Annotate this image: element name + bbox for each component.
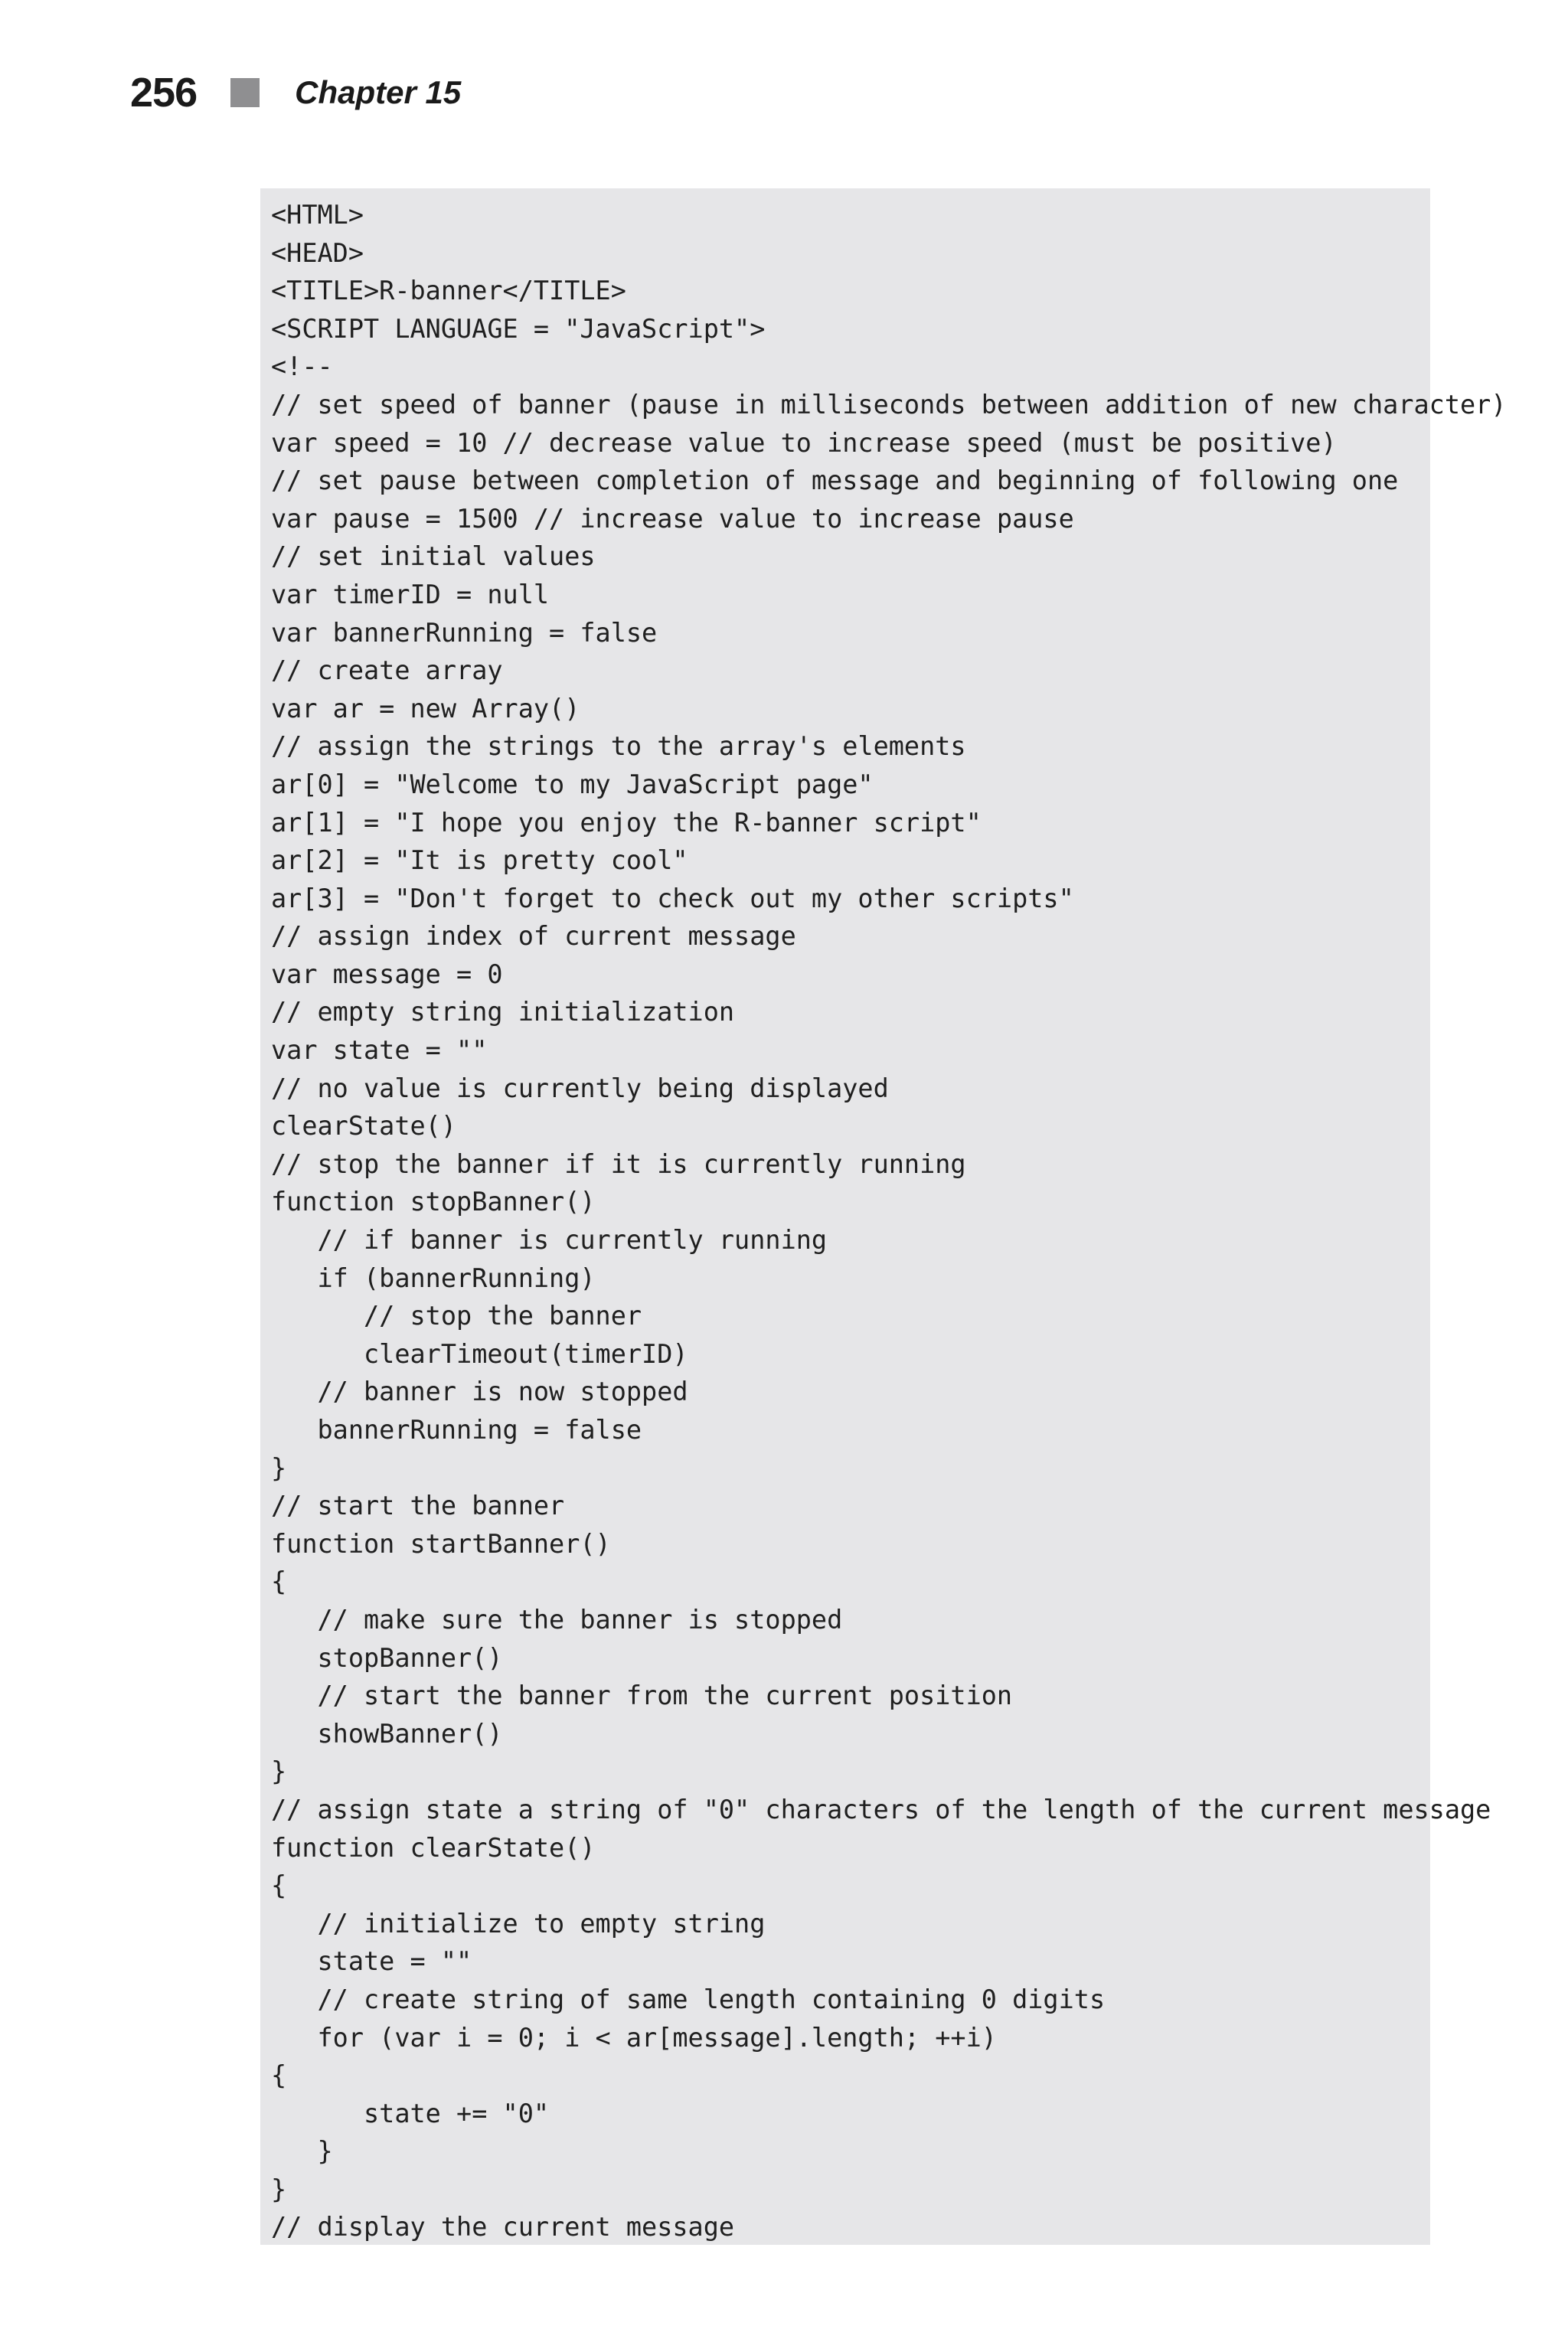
code-line: } [271,1452,287,1483]
code-line: // set initial values [271,541,596,572]
code-line: state = "" [271,1946,472,1977]
code-line: var speed = 10 // decrease value to increase speed (must be positive) [271,427,1337,458]
code-line: function clearState() [271,1832,596,1863]
code-line: <TITLE>R-banner</TITLE> [271,276,626,306]
code-line: // initialize to empty string [271,1908,766,1939]
code-line: ar[0] = "Welcome to my JavaScript page" [271,769,874,799]
code-line: // banner is now stopped [271,1377,688,1407]
code-line: // empty string initialization [271,997,735,1027]
code-line: var ar = new Array() [271,693,580,724]
code-line: <HTML> [271,200,364,230]
code-line: // display the current message [271,2212,735,2243]
code-line: function stopBanner() [271,1187,596,1217]
code-listing [260,188,1507,2245]
code-line: var bannerRunning = false [271,617,658,648]
code-line: // no value is currently being displayed [271,1073,889,1103]
code-line: // set speed of banner (pause in milliseconds between addition of new character) [271,389,1507,420]
code-line: var pause = 1500 // increase value to increase pause [271,503,1074,534]
code-line: var state = "" [271,1035,488,1066]
code-line: // create array [271,655,503,686]
code-line: clearState() [271,1111,457,1142]
code-line: for (var i = 0; i < ar[message].length; ++i) [271,2022,997,2053]
code-line: showBanner() [271,1718,503,1749]
code-line: } [271,2136,333,2167]
code-line: // create string of same length containing 0 digits [271,1984,1106,2014]
code-line: stopBanner() [271,1642,503,1673]
code-line: ar[3] = "Don't forget to check out my other scripts" [271,883,1074,913]
code-line: <SCRIPT LANGUAGE = "JavaScript"> [271,313,766,344]
page-header [130,66,461,119]
header-square-ornament [230,78,260,107]
code-line: // assign index of current message [271,921,796,952]
code-line: // make sure the banner is stopped [271,1604,843,1635]
code-line: // start the banner [271,1491,565,1521]
code-line: { [271,2060,287,2091]
code-line: var message = 0 [271,959,503,989]
code-line: if (bannerRunning) [271,1263,596,1293]
code-line: // assign the strings to the array's elements [271,731,966,762]
code-line: <!-- [271,351,333,382]
code-line: function startBanner() [271,1528,611,1559]
code-line: // assign state a string of "0" characters of the length of the current message [271,1794,1491,1824]
code-line: // start the banner from the current position [271,1681,1013,1711]
code-line: } [271,1756,287,1787]
code-line: // set pause between completion of message and beginning of following one [271,466,1399,496]
code-line: state += "0" [271,2098,550,2128]
chapter-title: Chapter 15 [295,74,462,110]
code-line: var timerID = null [271,579,550,609]
code-line: // if banner is currently running [271,1225,828,1256]
code-line: bannerRunning = false [271,1415,642,1445]
code-line: } [271,2174,287,2204]
code-line: ar[1] = "I hope you enjoy the R-banner script" [271,807,982,838]
page-number: 256 [130,70,198,116]
code-line: // stop the banner if it is currently running [271,1148,966,1179]
code-line: { [271,1870,287,1901]
code-line: // stop the banner [271,1301,642,1331]
code-line: clearTimeout(timerID) [271,1338,688,1369]
code-line: <HEAD> [271,237,364,268]
code-line: ar[2] = "It is pretty cool" [271,845,688,876]
code-line: { [271,1566,287,1597]
